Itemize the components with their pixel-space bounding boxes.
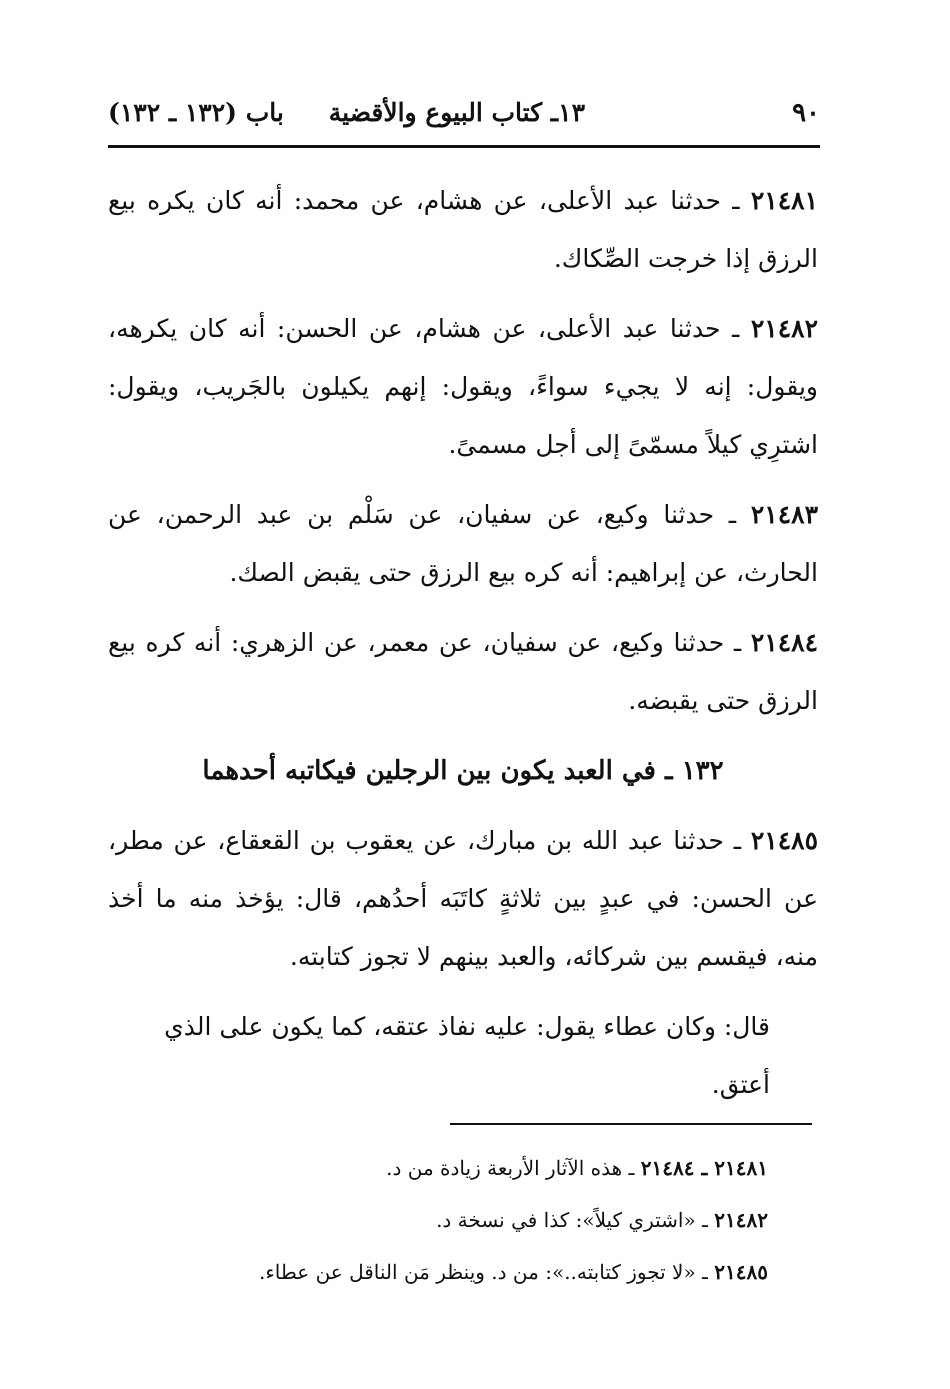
hadith-paragraph [108,172,818,288]
hadith-number: ٢١٤٨٥ [750,826,818,855]
book-title: ١٣ـ كتاب البيوع والأقضية [328,98,585,127]
hadith-paragraph [108,486,818,602]
footnote [108,1246,768,1298]
footnote-text: ـ «لا تجوز كتابته..»: من د. وينظر مَن الناقل عن عطاء. [259,1260,708,1284]
header-rule [108,145,820,148]
footnote-text: ـ «اشتري كيلاً»: كذا في نسخة د. [436,1208,708,1232]
hadith-number: ٢١٤٨٤ [750,628,819,657]
hadith-paragraph [108,300,818,474]
footnote-number: ٢١٤٨٥ [714,1260,768,1284]
footnote [108,1194,768,1246]
hadith-text: ـ حدثنا عبد الله بن مبارك، عن يعقوب بن القعقاع، عن مطر، عن الحسن: في عبدٍ بين ثلاثةٍ كاتَبَه أحدُهم، قال: يؤخذ منه ما أخذ منه، فيقسم بين شركائه، والعبد بينهم لا تجوز كتابته. [108,826,818,971]
page-number: ٩٠ [792,98,820,128]
footnote [108,1142,768,1194]
hadith-number: ٢١٤٨٢ [750,314,819,343]
main-text [108,172,818,1114]
footnotes [108,1142,768,1298]
footnote-rule [450,1123,812,1125]
hadith-text: ـ حدثنا وكيع، عن سفيان، عن معمر، عن الزهري: أنه كره بيع الرزق حتى يقبضه. [108,628,818,715]
footnote-number: ٢١٤٨٢ [714,1208,768,1232]
footnote-text: ـ هذه الآثار الأربعة زيادة من د. [386,1156,635,1180]
hadith-paragraph [108,812,818,986]
hadith-text: ـ حدثنا عبد الأعلى، عن هشام، عن محمد: أنه كان يكره بيع الرزق إذا خرجت الصِّكاك. [108,186,818,273]
hadith-text: ـ حدثنا عبد الأعلى، عن هشام، عن الحسن: أنه كان يكرهه، ويقول: إنه لا يجيء سواءً، ويقول: إنهم يكيلون بالجَريب، ويقول: اشترِي كيلاً مسمّىً إلى أجل مسمىً. [108,314,818,459]
hadith-paragraph [108,614,818,730]
hadith-text: ـ حدثنا وكيع، عن سفيان، عن سَلْم بن عبد الرحمن، عن الحارث، عن إبراهيم: أنه كره بيع الرزق حتى يقبض الصك. [108,500,818,587]
hadith-number: ٢١٤٨١ [750,186,819,215]
section-title: ١٣٢ ـ في العبد يكون بين الرجلين فيكاتبه أحدهما [202,756,724,786]
footnote-number: ٢١٤٨١ ـ ٢١٤٨٤ [640,1156,768,1180]
chapter-range: باب (١٣٢ ـ ١٣٢) [108,98,284,127]
hadith-number: ٢١٤٨٣ [750,500,818,529]
running-header [108,92,820,140]
narrator-note: قال: وكان عطاء يقول: عليه نفاذ عتقه، كما يكون على الذي أعتق. [164,1012,770,1099]
